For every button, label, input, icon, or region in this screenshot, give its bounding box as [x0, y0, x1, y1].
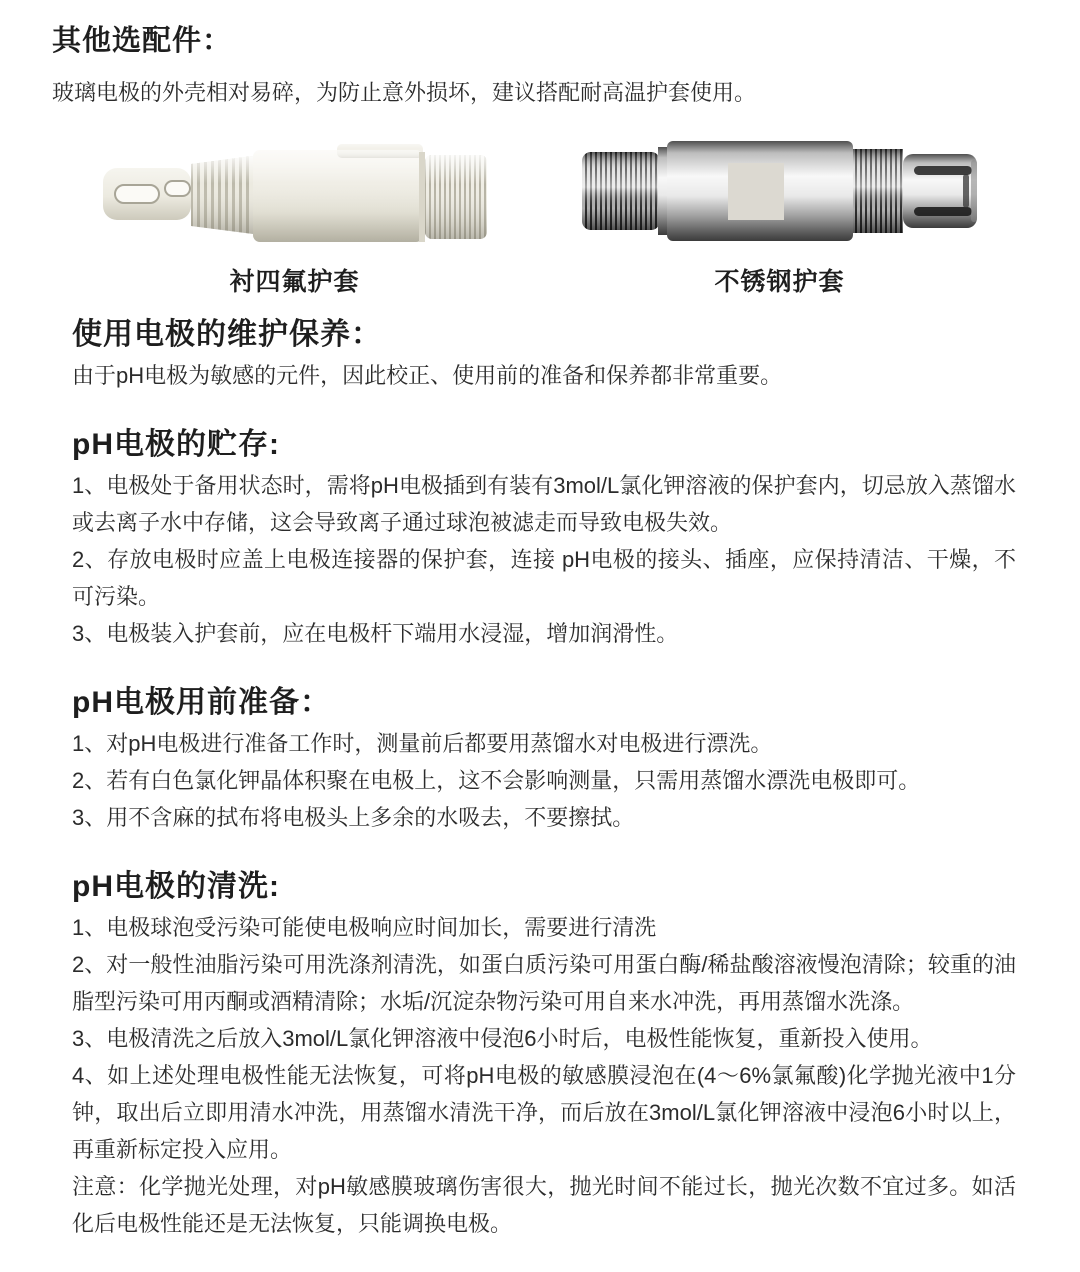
cleaning-list — [72, 909, 1016, 1242]
storage-item-1: 1、电极处于备用状态时，需将pH电极插到有装有3mol/L氯化钾溶液的保护套内，切忌放入蒸馏水或去离子水中存储，这会导致离子通过球泡被滤走而导致电极失效。 — [72, 473, 1016, 535]
maintenance-title: 使用电极的维护保养： — [72, 318, 382, 351]
ptfe-sleeve-imagebox — [99, 130, 491, 252]
stainless-sleeve-caption: 不锈钢护套 — [714, 268, 845, 296]
accessories-title: 其他选配件： — [52, 25, 233, 57]
storage-section — [72, 428, 1016, 652]
cleaning-item-1: 1、电极球泡受污染可能使电极响应时间加长，需要进行清洗 — [72, 915, 657, 940]
cleaning-title: pH电极的清洗: — [72, 870, 280, 903]
storage-item-2: 2、存放电极时应盖上电极连接器的保护套，连接 pH电极的接头、插座，应保持清洁、干燥，不可污染。 — [72, 547, 1016, 609]
preparation-list — [72, 725, 1016, 836]
storage-list — [72, 467, 1016, 652]
product-stainless-sleeve — [537, 130, 1022, 298]
stainless-sleeve-image — [580, 136, 980, 246]
cleaning-item-4: 4、如上述处理电极性能无法恢复，可将pH电极的敏感膜浸泡在(4～6%氯氟酸)化学抛光液中1分钟，取出后立即用清水冲洗，用蒸馏水清洗干净，而后放在3mol/L氯化钾溶液中浸泡6小时以上，再重新标定投入应用。 — [72, 1063, 1016, 1162]
storage-item-3: 3、电极装入护套前，应在电极杆下端用水浸湿，增加润滑性。 — [72, 621, 679, 646]
cleaning-section — [72, 870, 1016, 1242]
preparation-item-3: 3、用不含麻的拭布将电极头上多余的水吸去，不要擦拭。 — [72, 805, 635, 830]
preparation-item-2: 2、若有白色氯化钾晶体积聚在电极上，这不会影响测量，只需用蒸馏水漂洗电极即可。 — [72, 768, 921, 793]
accessories-description: 玻璃电极的外壳相对易碎，为防止意外损坏，建议搭配耐高温护套使用。 — [52, 80, 757, 105]
cleaning-item-3: 3、电极清洗之后放入3mol/L氯化钾溶液中侵泡6小时后，电极性能恢复，重新投入使用。 — [72, 1026, 933, 1051]
stainless-sleeve-imagebox — [580, 130, 980, 252]
products-row — [52, 130, 1022, 298]
cleaning-item-2: 2、对一般性油脂污染可用洗涤剂清洗，如蛋白质污染可用蛋白酶/稀盐酸溶液慢泡清除；较重的油脂型污染可用丙酮或酒精清除；水垢/沉淀杂物污染可用自来水冲洗，再用蒸馏水洗涤。 — [72, 952, 1016, 1014]
cleaning-note: 注意：化学抛光处理，对pH敏感膜玻璃伤害很大，抛光时间不能过长，抛光次数不宜过多。如活化后电极性能还是无法恢复，只能调换电极。 — [72, 1174, 1016, 1236]
preparation-section — [72, 686, 1016, 836]
preparation-title: pH电极用前准备： — [72, 686, 331, 719]
maintenance-section — [72, 318, 1016, 394]
ptfe-sleeve-image — [99, 130, 491, 252]
maintenance-description: 由于pH电极为敏感的元件，因此校正、使用前的准备和保养都非常重要。 — [72, 363, 783, 388]
storage-title: pH电极的贮存: — [72, 428, 280, 461]
accessories-section — [52, 24, 1022, 298]
preparation-item-1: 1、对pH电极进行准备工作时，测量前后都要用蒸馏水对电极进行漂洗。 — [72, 731, 773, 756]
product-ptfe-sleeve — [52, 130, 537, 298]
ptfe-sleeve-caption: 衬四氟护套 — [229, 268, 360, 296]
